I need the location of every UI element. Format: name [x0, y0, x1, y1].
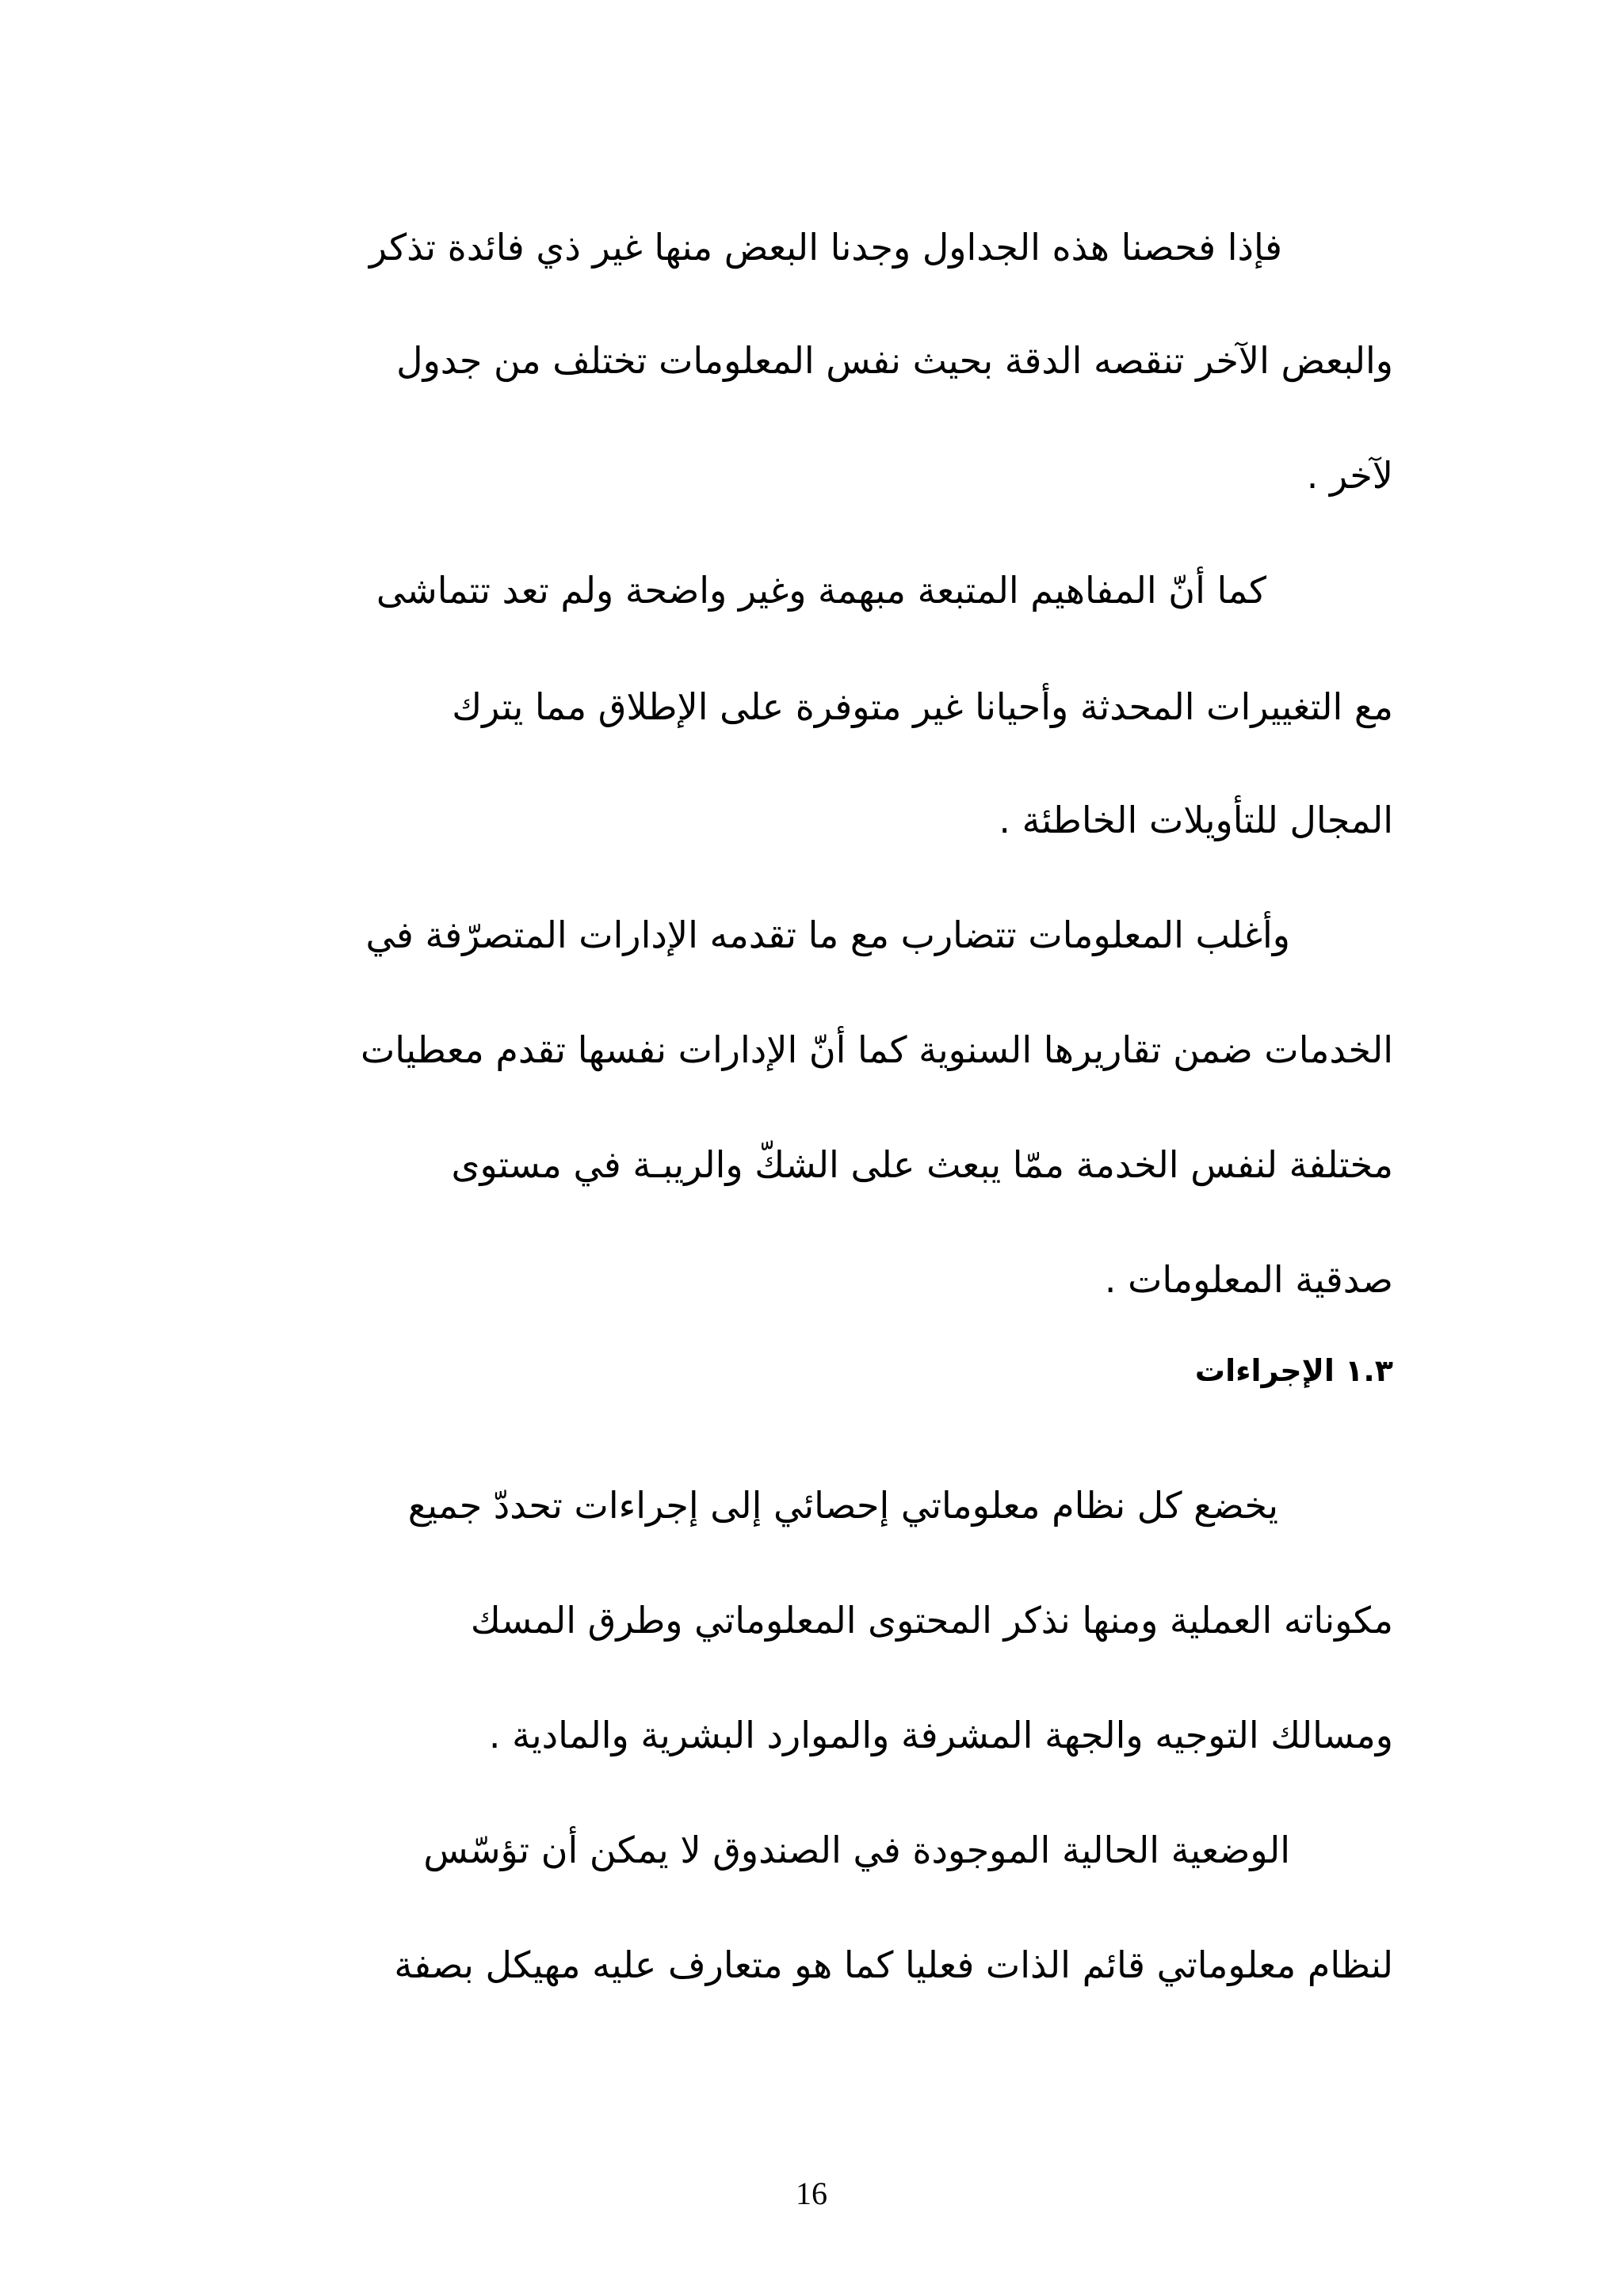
- paragraph-3-line-2: الخدمات ضمن تقاريرها السنوية كما أنّ الإدارات نفسها تقدم معطيات: [360, 1028, 1393, 1071]
- paragraph-4-line-1: يخضع كل نظام معلوماتي إحصائي إلى إجراءات تحددّ جميع: [407, 1484, 1278, 1527]
- paragraph-3-line-1: وأغلب المعلومات تتضارب مع ما تقدمه الإدارات المتصرّفة في: [365, 913, 1290, 956]
- paragraph-4-line-3: ومسالك التوجيه والجهة المشرفة والموارد البشرية والمادية .: [488, 1714, 1393, 1756]
- paragraph-4-line-2: مكوناته العملية ومنها نذكر المحتوى المعلوماتي وطرق المسك: [470, 1599, 1393, 1642]
- section-heading: ١.٣ الإجراءات: [1194, 1353, 1393, 1388]
- paragraph-1-line-3: لآخر .: [1306, 454, 1393, 497]
- paragraph-2-line-3: المجال للتأويلات الخاطئة .: [999, 799, 1393, 841]
- paragraph-5-line-2: لنظام معلوماتي قائم الذات فعليا كما هو متعارف عليه مهيكل بصفة: [394, 1943, 1393, 1986]
- paragraph-3-line-3: مختلفة لنفس الخدمة ممّا يبعث على الشكّ والريبـة في مستوى: [451, 1143, 1393, 1186]
- paragraph-5-line-1: الوضعية الحالية الموجودة في الصندوق لا يمكن أن تؤسّس: [423, 1829, 1290, 1871]
- paragraph-1-line-1: فإذا فحصنا هذه الجداول وجدنا البعض منها غير ذي فائدة تذكر: [369, 226, 1282, 269]
- paragraph-1-line-2: والبعض الآخر تنقصه الدقة بحيث نفس المعلومات تختلف من جدول: [396, 339, 1393, 382]
- paragraph-2-line-2: مع التغييرات المحدثة وأحيانا غير متوفرة على الإطلاق مما يترك: [452, 685, 1393, 728]
- page-number: 16: [796, 2176, 827, 2211]
- paragraph-2-line-1: كما أنّ المفاهيم المتبعة مبهمة وغير واضحة ولم تعد تتماشى: [376, 569, 1266, 612]
- paragraph-3-line-4: صدقية المعلومات .: [1104, 1258, 1393, 1301]
